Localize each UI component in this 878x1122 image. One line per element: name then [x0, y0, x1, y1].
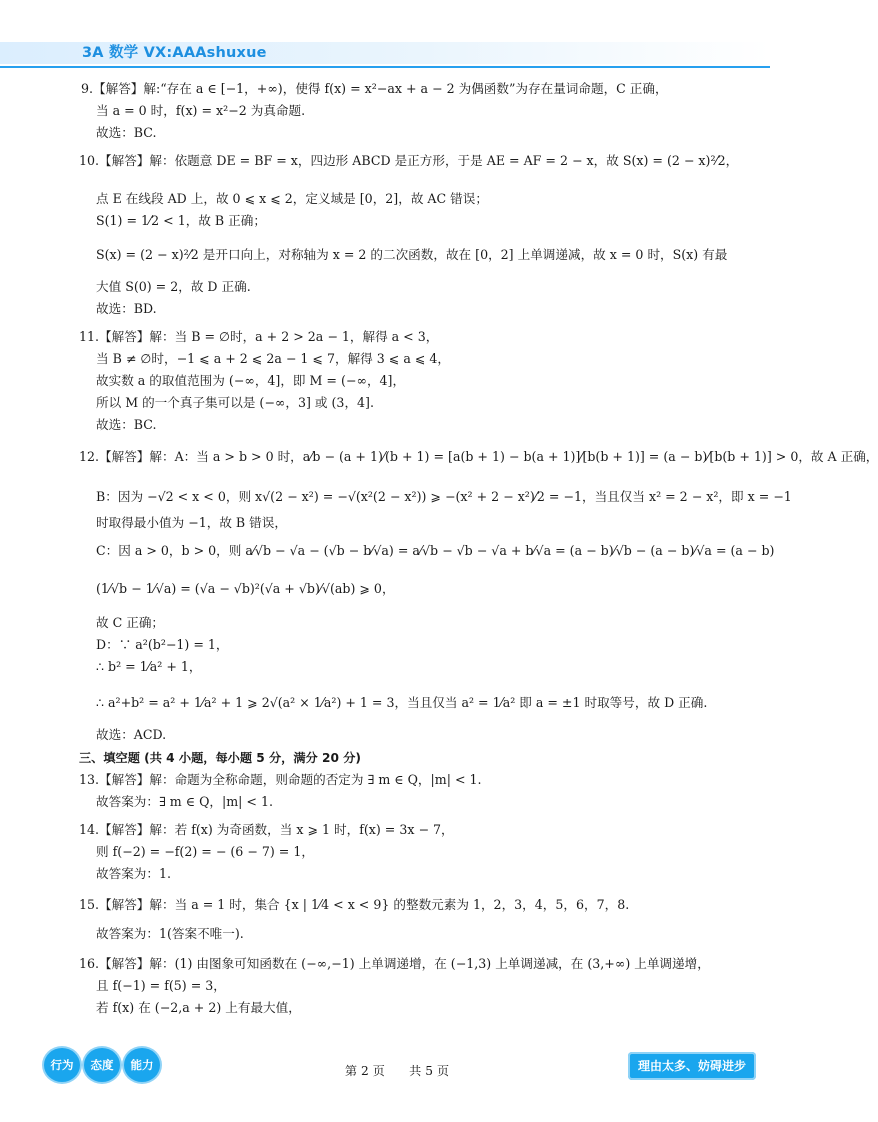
text-line: B：因为 −√2 < x < 0，则 x√(2 − x²) = −√(x²(2 − x²)) ⩾ −(x² + 2 − x²)⁄2 = −1，当且仅当 x² = 2 − x²，即 x = −1: [96, 489, 792, 504]
text-line: 当 B ≠ ∅时，−1 ⩽ a + 2 ⩽ 2a − 1 ⩽ 7，解得 3 ⩽ a ⩽ 4，: [96, 351, 451, 366]
text-line: 故选：BC.: [96, 125, 157, 140]
text-line: (1⁄√b − 1⁄√a) = (√a − √b)²(√a + √b)⁄√(ab) ⩾ 0，: [96, 581, 395, 596]
text-line: 13.【解答】解：命题为全称命题，则命题的否定为 ∃ m ∈ Q，|m| < 1.: [79, 772, 482, 787]
text-line: 点 E 在线段 AD 上，故 0 ⩽ x ⩽ 2，定义域是 [0，2]，故 AC 错误；: [96, 191, 488, 206]
page-number: 第 2 页 共 5 页: [344, 1064, 450, 1078]
badge-ability: 能力: [124, 1048, 160, 1082]
text-line: 故选：BD.: [96, 301, 157, 316]
header-rule: [0, 66, 770, 68]
text-line: 则 f(−2) = −f(2) = − (6 − 7) = 1，: [96, 844, 314, 859]
text-line: 故答案为：1.: [96, 866, 171, 881]
text-line: 若 f(x) 在 (−2,a + 2) 上有最大值，: [96, 1000, 301, 1015]
text-line: 故选：ACD.: [96, 727, 167, 742]
text-line: 故答案为：1(答案不唯一).: [96, 926, 244, 941]
text-line: ∴ b² = 1⁄a² + 1，: [96, 659, 202, 674]
text-line: 15.【解答】解：当 a = 1 时，集合 {x | 1⁄4 < x < 9} 的整数元素为 1，2，3，4，5，6，7，8.: [79, 897, 630, 912]
text-line: 12.【解答】解：A：当 a > b > 0 时，a⁄b − (a + 1)⁄(b + 1) = [a(b + 1) − b(a + 1)]⁄[b(b + 1)] = (a − b)⁄[b(b + 1)] > 0，故 A 正确，: [79, 449, 878, 464]
text-line: 10.【解答】解：依题意 DE = BF = x，四边形 ABCD 是正方形，于是 AE = AF = 2 − x，故 S(x) = (2 − x)²⁄2，: [79, 153, 739, 168]
badge-attitude: 态度: [84, 1048, 120, 1082]
text-line: 9.【解答】解:“存在 a ∈ [−1，+∞)，使得 f(x) = x²−ax + a − 2 为偶函数”为存在量词命题，C 正确，: [81, 81, 668, 96]
text-line: S(x) = (2 − x)²⁄2 是开口向上，对称轴为 x = 2 的二次函数，故在 [0，2] 上单调递减，故 x = 0 时，S(x) 有最: [96, 247, 728, 262]
text-line: 16.【解答】解：(1) 由图象可知函数在 (−∞,−1) 上单调递增，在 (−1,3) 上单调递减，在 (3,+∞) 上单调递增，: [79, 956, 710, 971]
text-line: S(1) = 1⁄2 < 1，故 B 正确；: [96, 213, 266, 228]
badge-behavior: 行为: [44, 1048, 80, 1082]
page-header: [0, 36, 794, 70]
text-line: 大值 S(0) = 2，故 D 正确.: [96, 279, 251, 294]
footer-motto: 理由太多、妨碍进步: [628, 1052, 756, 1080]
text-line: 故选：BC.: [96, 417, 157, 432]
text-line: D：∵ a²(b²−1) = 1，: [96, 637, 229, 652]
text-line: ∴ a²+b² = a² + 1⁄a² + 1 ⩾ 2√(a² × 1⁄a²) + 1 = 3，当且仅当 a² = 1⁄a² 即 a = ±1 时取等号，故 D 正确.: [96, 695, 708, 710]
text-line: 且 f(−1) = f(5) = 3，: [96, 978, 226, 993]
header-title: 3A 数学 VX:AAAshuxue: [82, 45, 267, 61]
text-line: C：因 a > 0，b > 0，则 a⁄√b − √a − (√b − b⁄√a) = a⁄√b − √b − √a + b⁄√a = (a − b)⁄√b − (a − b)⁄√a = (a − b): [96, 543, 775, 558]
text-line: 时取得最小值为 −1，故 B 错误，: [96, 515, 287, 530]
text-line: 故答案为：∃ m ∈ Q，|m| < 1.: [96, 794, 273, 809]
text-line: 14.【解答】解：若 f(x) 为奇函数，当 x ⩾ 1 时，f(x) = 3x − 7，: [79, 822, 454, 837]
text-line: 所以 M 的一个真子集可以是 (−∞，3] 或 (3，4].: [96, 395, 374, 410]
text-line: 当 a = 0 时，f(x) = x²−2 为真命题.: [96, 103, 306, 118]
text-line: 11.【解答】解：当 B = ∅时，a + 2 > 2a − 1，解得 a < 3，: [79, 329, 439, 344]
section-heading: 三、填空题 (共 4 小题，每小题 5 分，满分 20 分): [79, 751, 361, 765]
text-line: 故实数 a 的取值范围为 (−∞，4]，即 M = (−∞，4]，: [96, 373, 406, 388]
text-line: 故 C 正确；: [96, 615, 165, 630]
